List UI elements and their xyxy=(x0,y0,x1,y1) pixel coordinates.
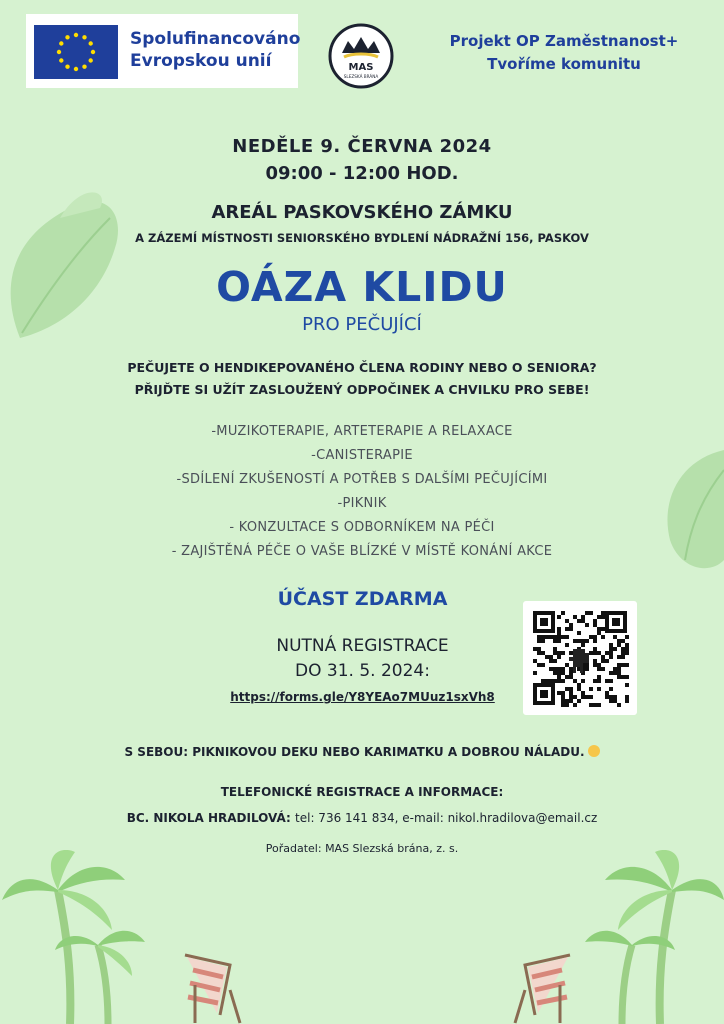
eu-cofinancing-logo xyxy=(26,14,301,88)
event-subtitle: PRO PEČUJÍCÍ xyxy=(302,314,422,335)
bring-along-text: S SEBOU: PIKNIKOVOU DEKU NEBO KARIMATKU A DOBROU NÁLADU. xyxy=(124,745,585,759)
activity-item: - KONZULTACE S ODBORNÍKEM NA PÉČI xyxy=(229,520,495,535)
project-info xyxy=(420,30,708,76)
mas-logo-subtext: SLEZSKÁ BRÁNA xyxy=(343,74,379,79)
contact-line xyxy=(0,811,724,825)
project-line1: Projekt OP Zaměstnanost+ xyxy=(449,32,679,50)
palm-trees-right-icon xyxy=(560,850,724,1024)
activity-item: -CANISTERAPIE xyxy=(311,448,413,463)
event-time: 09:00 - 12:00 HOD. xyxy=(265,163,459,184)
eu-text-line1: Spolufinancováno xyxy=(130,29,301,49)
mas-logo-text: MAS xyxy=(348,62,374,73)
activity-item: -SDÍLENÍ ZKUŠENOSTÍ A POTŘEB S DALŠÍMI PEČUJÍCÍMI xyxy=(176,472,548,487)
event-question: PEČUJETE O HENDIKEPOVANÉHO ČLENA RODINY NEBO O SENIORA? xyxy=(127,360,597,375)
organizer: Pořadatel: MAS Slezská brána, z. s. xyxy=(265,842,459,855)
eu-flag-icon xyxy=(34,25,118,79)
palm-trees-left-icon xyxy=(0,850,170,1024)
qr-code-icon xyxy=(523,601,637,715)
eu-text-line2: Evropskou unií xyxy=(130,51,272,71)
smiley-icon xyxy=(588,745,600,757)
registration-required: NUTNÁ REGISTRACE xyxy=(276,636,449,656)
activity-item: -MUZIKOTERAPIE, ARTETERAPIE A RELAXACE xyxy=(211,424,513,439)
activity-item: - ZAJIŠTĚNÁ PÉČE O VAŠE BLÍZKÉ V MÍSTĚ KONÁNÍ AKCE xyxy=(171,544,553,559)
project-line2: Tvoříme komunitu xyxy=(487,55,641,73)
contact-details: tel: 736 141 834, e-mail: nikol.hradilova@email.cz xyxy=(295,811,598,825)
registration-deadline: DO 31. 5. 2024: xyxy=(295,661,430,681)
deck-chair-left-icon xyxy=(175,945,255,1024)
contact-name: BC. NIKOLA HRADILOVÁ: xyxy=(126,811,291,825)
registration-link[interactable]: https://forms.gle/Y8YEAo7MUuz1sxVh8 xyxy=(230,690,495,704)
qr-code[interactable] xyxy=(523,601,637,715)
mas-logo xyxy=(328,23,394,89)
event-venue: AREÁL PASKOVSKÉHO ZÁMKU xyxy=(211,202,513,223)
event-date: NEDĚLE 9. ČERVNA 2024 xyxy=(232,136,492,157)
free-entry: ÚČAST ZDARMA xyxy=(277,588,448,610)
deck-chair-right-icon xyxy=(500,945,580,1024)
activity-item: -PIKNIK xyxy=(337,496,387,511)
event-invite: PŘIJĎTE SI UŽÍT ZASLOUŽENÝ ODPOČINEK A CHVILKU PRO SEBE! xyxy=(134,382,590,397)
bring-along-note xyxy=(0,745,724,759)
event-venue-detail: A ZÁZEMÍ MÍSTNOSTI SENIORSKÉHO BYDLENÍ NÁDRAŽNÍ 156, PASKOV xyxy=(135,231,589,245)
activity-list xyxy=(0,420,724,564)
event-title: OÁZA KLIDU xyxy=(216,263,508,311)
phone-registration-title: TELEFONICKÉ REGISTRACE A INFORMACE: xyxy=(220,785,504,799)
